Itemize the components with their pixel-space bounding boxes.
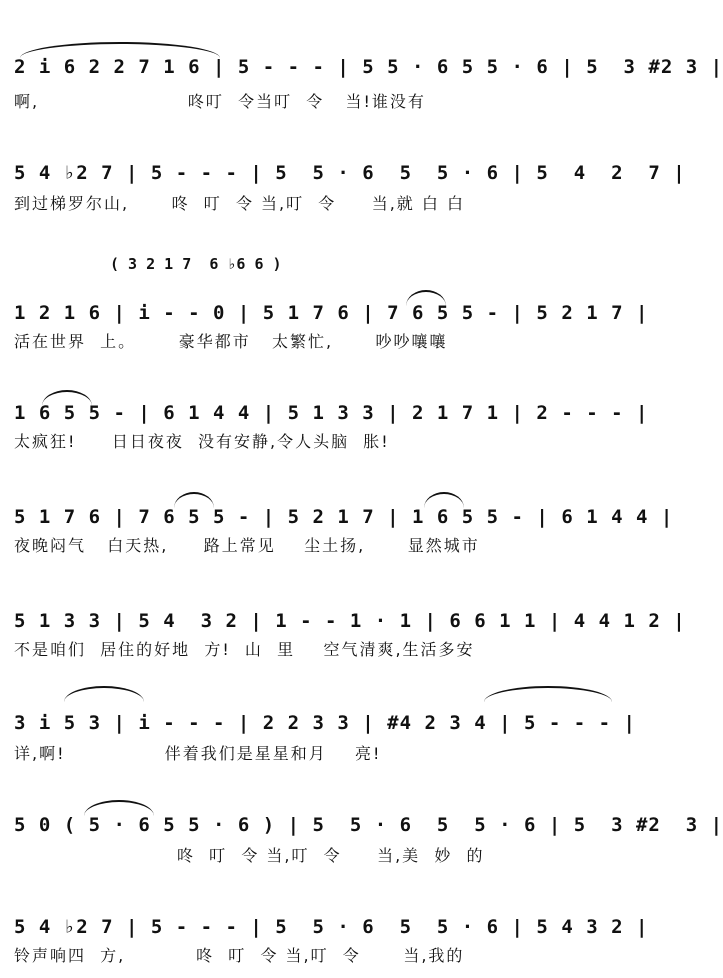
notation-line: 5 1 3 3 | 5 4 3 2 | 1 - - 1 · 1 | 6 6 1 1 | 4 4 1 2 | (14, 610, 686, 632)
notation-line: 5 4 ♭2 7 | 5 - - - | 5 5 · 6 5 5 · 6 | 5 4 2 7 | (14, 162, 686, 184)
lyric-line: 活在世界 上。 豪华都市 太繁忙, 吵吵嚷嚷 (14, 332, 448, 351)
slur-mark (64, 686, 144, 702)
lyric-line: 啊, 咚叮 令当叮 令 当!谁没有 (14, 92, 426, 111)
lyric-line: 咚 叮 令 当,叮 令 当,美 妙 的 (14, 846, 485, 865)
lyric-line: 不是咱们 居住的好地 方! 山 里 空气清爽,生活多安 (14, 640, 475, 659)
notation-line: 5 4 ♭2 7 | 5 - - - | 5 5 · 6 5 5 · 6 | 5 4 3 2 | (14, 916, 649, 938)
lyric-line: 太疯狂! 日日夜夜 没有安静,令人头脑 胀! (14, 432, 390, 451)
notation-line: 5 1 7 6 | 7 6 5 5 - | 5 2 1 7 | 1 6 5 5 - | 6 1 4 4 | (14, 506, 674, 528)
notation-line: 5 0 ( 5 · 6 5 5 · 6 ) | 5 5 · 6 5 5 · 6 | 5 3 #2 3 | (14, 814, 723, 836)
notation-line: 3 i 5 3 | i - - - | 2 2 3 3 | #4 2 3 4 | 5 - - - | (14, 712, 636, 734)
slur-mark (484, 686, 612, 702)
lyric-line: 详,啊! 伴着我们是星星和月 亮! (14, 744, 382, 763)
lyric-line: 铃声响四 方, 咚 叮 令 当,叮 令 当,我的 (14, 946, 465, 965)
notation-line: 1 6 5 5 - | 6 1 4 4 | 5 1 3 3 | 2 1 7 1 | 2 - - - | (14, 402, 649, 424)
notation-line: 2 i 6 2 2 7 1 6 | 5 - - - | 5 5 · 6 5 5 · 6 | 5 3 #2 3 | (14, 56, 723, 78)
lyric-line: 到过梯罗尔山, 咚 叮 令 当,叮 令 当,就 白 白 (14, 194, 465, 213)
notation-line: 1 2 1 6 | i - - 0 | 5 1 7 6 | 7 6 5 5 - | 5 2 1 7 | (14, 302, 649, 324)
triplet-ornament: ( 3 2 1 7 6 ♭6 6 ) (110, 255, 282, 273)
lyric-line: 夜晚闷气 白天热, 路上常见 尘土扬, 显然城市 (14, 536, 480, 555)
